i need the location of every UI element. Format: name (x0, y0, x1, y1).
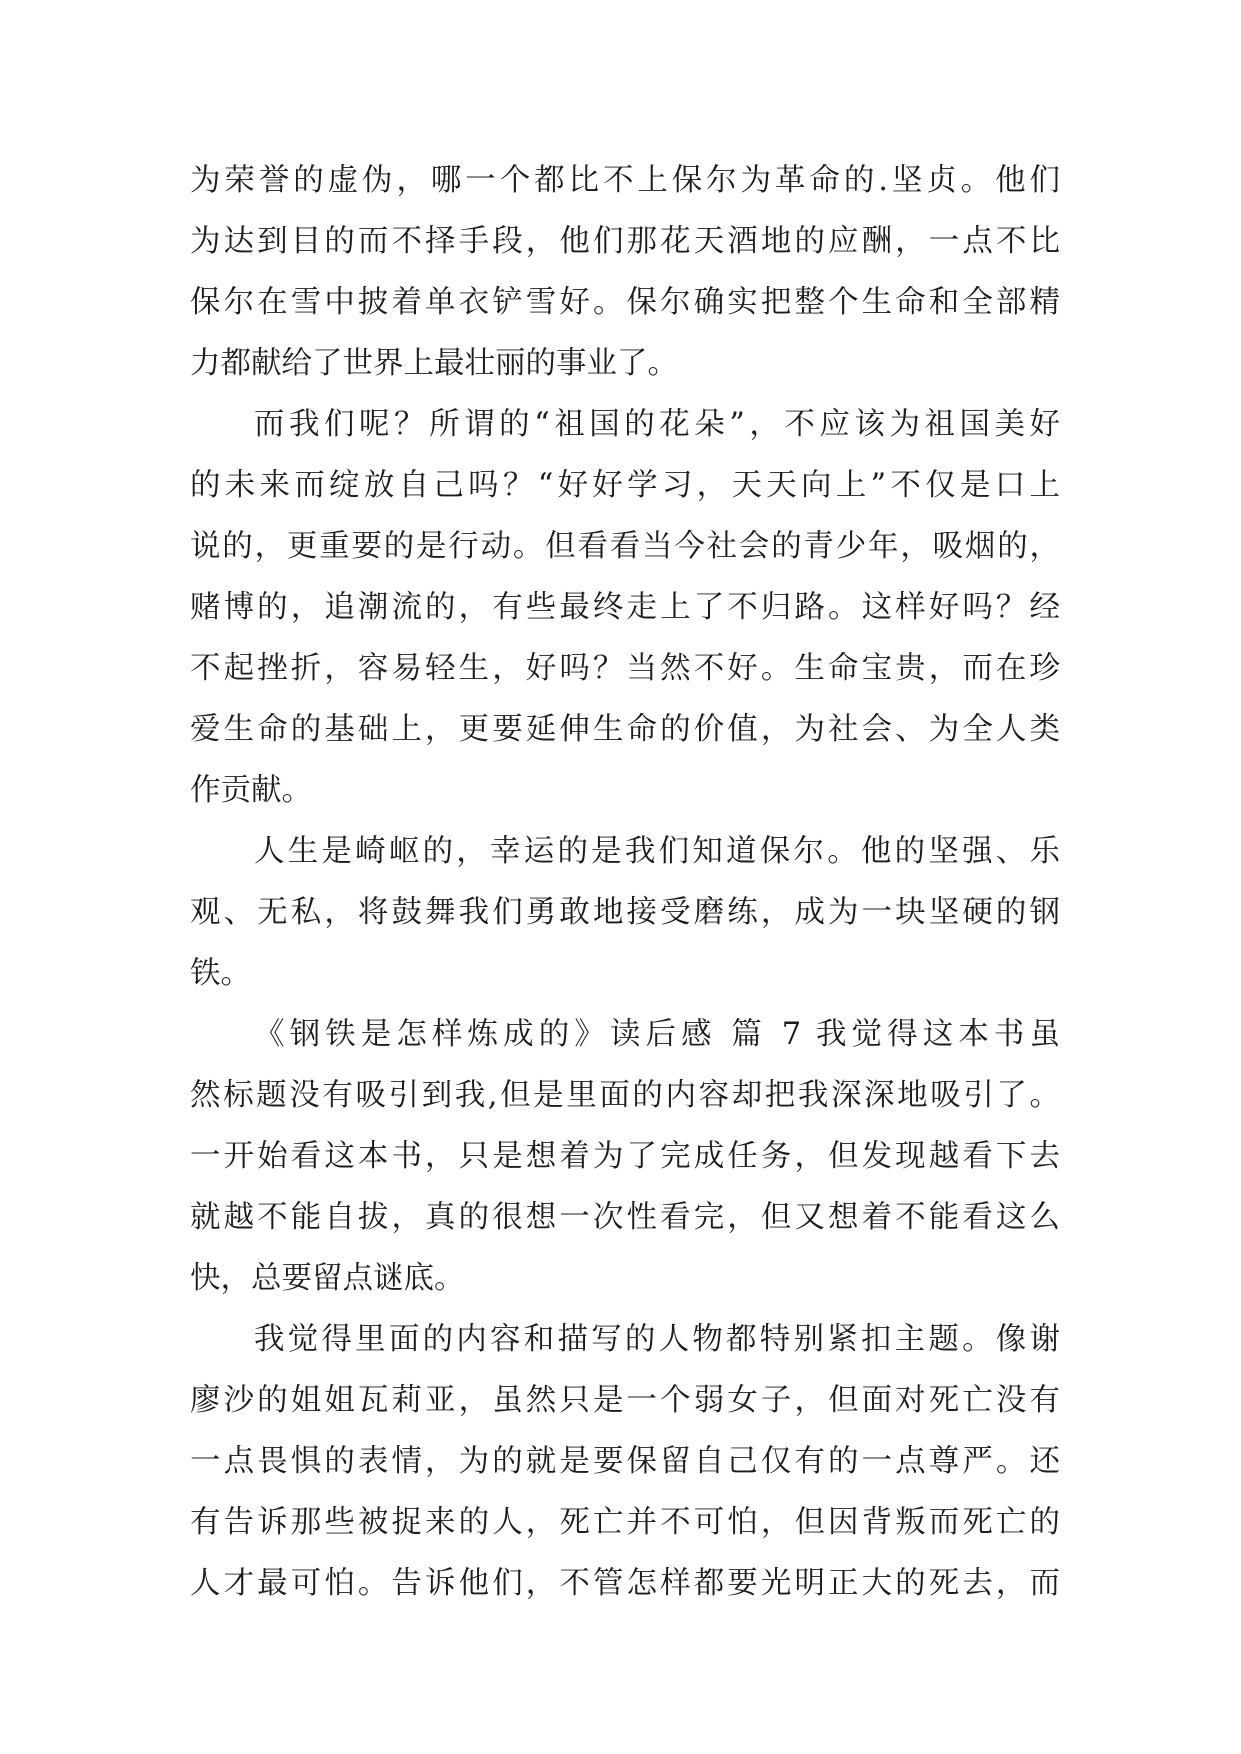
text-line: 为荣誉的虚伪，哪一个都比不上保尔为革命的.坚贞。他们 (190, 163, 1060, 198)
text-line: 为达到目的而不择手段，他们那花天酒地的应酬，一点不比 (190, 224, 1060, 259)
text-line: 人才最可怕。告诉他们，不管怎样都要光明正大的死去，而 (190, 1566, 1060, 1601)
text-line: 我觉得里面的内容和描写的人物都特别紧扣主题。像谢 (254, 1322, 1060, 1357)
text-line: 一开始看这本书，只是想着为了完成任务，但发现越看下去 (190, 1139, 1060, 1174)
text-line: 一点畏惧的表情，为的就是要保留自己仅有的一点尊严。还 (190, 1444, 1060, 1479)
text-line: 作贡献。 (190, 773, 312, 808)
text-line: 爱生命的基础上，更要延伸生命的价值，为社会、为全人类 (190, 712, 1060, 747)
text-line: 就越不能自拔，真的很想一次性看完，但又想着不能看这么 (190, 1200, 1060, 1235)
text-line: 廖沙的姐姐瓦莉亚，虽然只是一个弱女子，但面对死亡没有 (190, 1383, 1060, 1418)
text-line: 《钢铁是怎样炼成的》读后感 篇 7 我觉得这本书虽 (254, 1017, 1060, 1052)
text-line: 快，总要留点谜底。 (190, 1261, 465, 1296)
text-line: 然标题没有吸引到我,但是里面的内容却把我深深地吸引了。 (190, 1078, 1060, 1113)
text-line: 保尔在雪中披着单衣铲雪好。保尔确实把整个生命和全部精 (190, 285, 1060, 320)
text-line: 力都献给了世界上最壮丽的事业了。 (190, 346, 678, 381)
document-body (190, 150, 1060, 1614)
text-line: 不起挫折，容易轻生，好吗？当然不好。生命宝贵，而在珍 (190, 651, 1060, 686)
text-line: 赌博的，追潮流的，有些最终走上了不归路。这样好吗？经 (190, 590, 1060, 625)
text-line: 人生是崎岖的，幸运的是我们知道保尔。他的坚强、乐 (254, 834, 1060, 869)
text-line: 观、无私，将鼓舞我们勇敢地接受磨练，成为一块坚硬的钢 (190, 895, 1060, 930)
text-line: 铁。 (190, 956, 251, 991)
text-line: 有告诉那些被捉来的人，死亡并不可怕，但因背叛而死亡的 (190, 1505, 1060, 1540)
text-line: 的未来而绽放自己吗？“好好学习，天天向上”不仅是口上 (190, 468, 1060, 503)
text-line: 而我们呢？所谓的“祖国的花朵”，不应该为祖国美好 (254, 407, 1060, 442)
text-line: 说的，更重要的是行动。但看看当今社会的青少年，吸烟的， (190, 529, 1060, 564)
